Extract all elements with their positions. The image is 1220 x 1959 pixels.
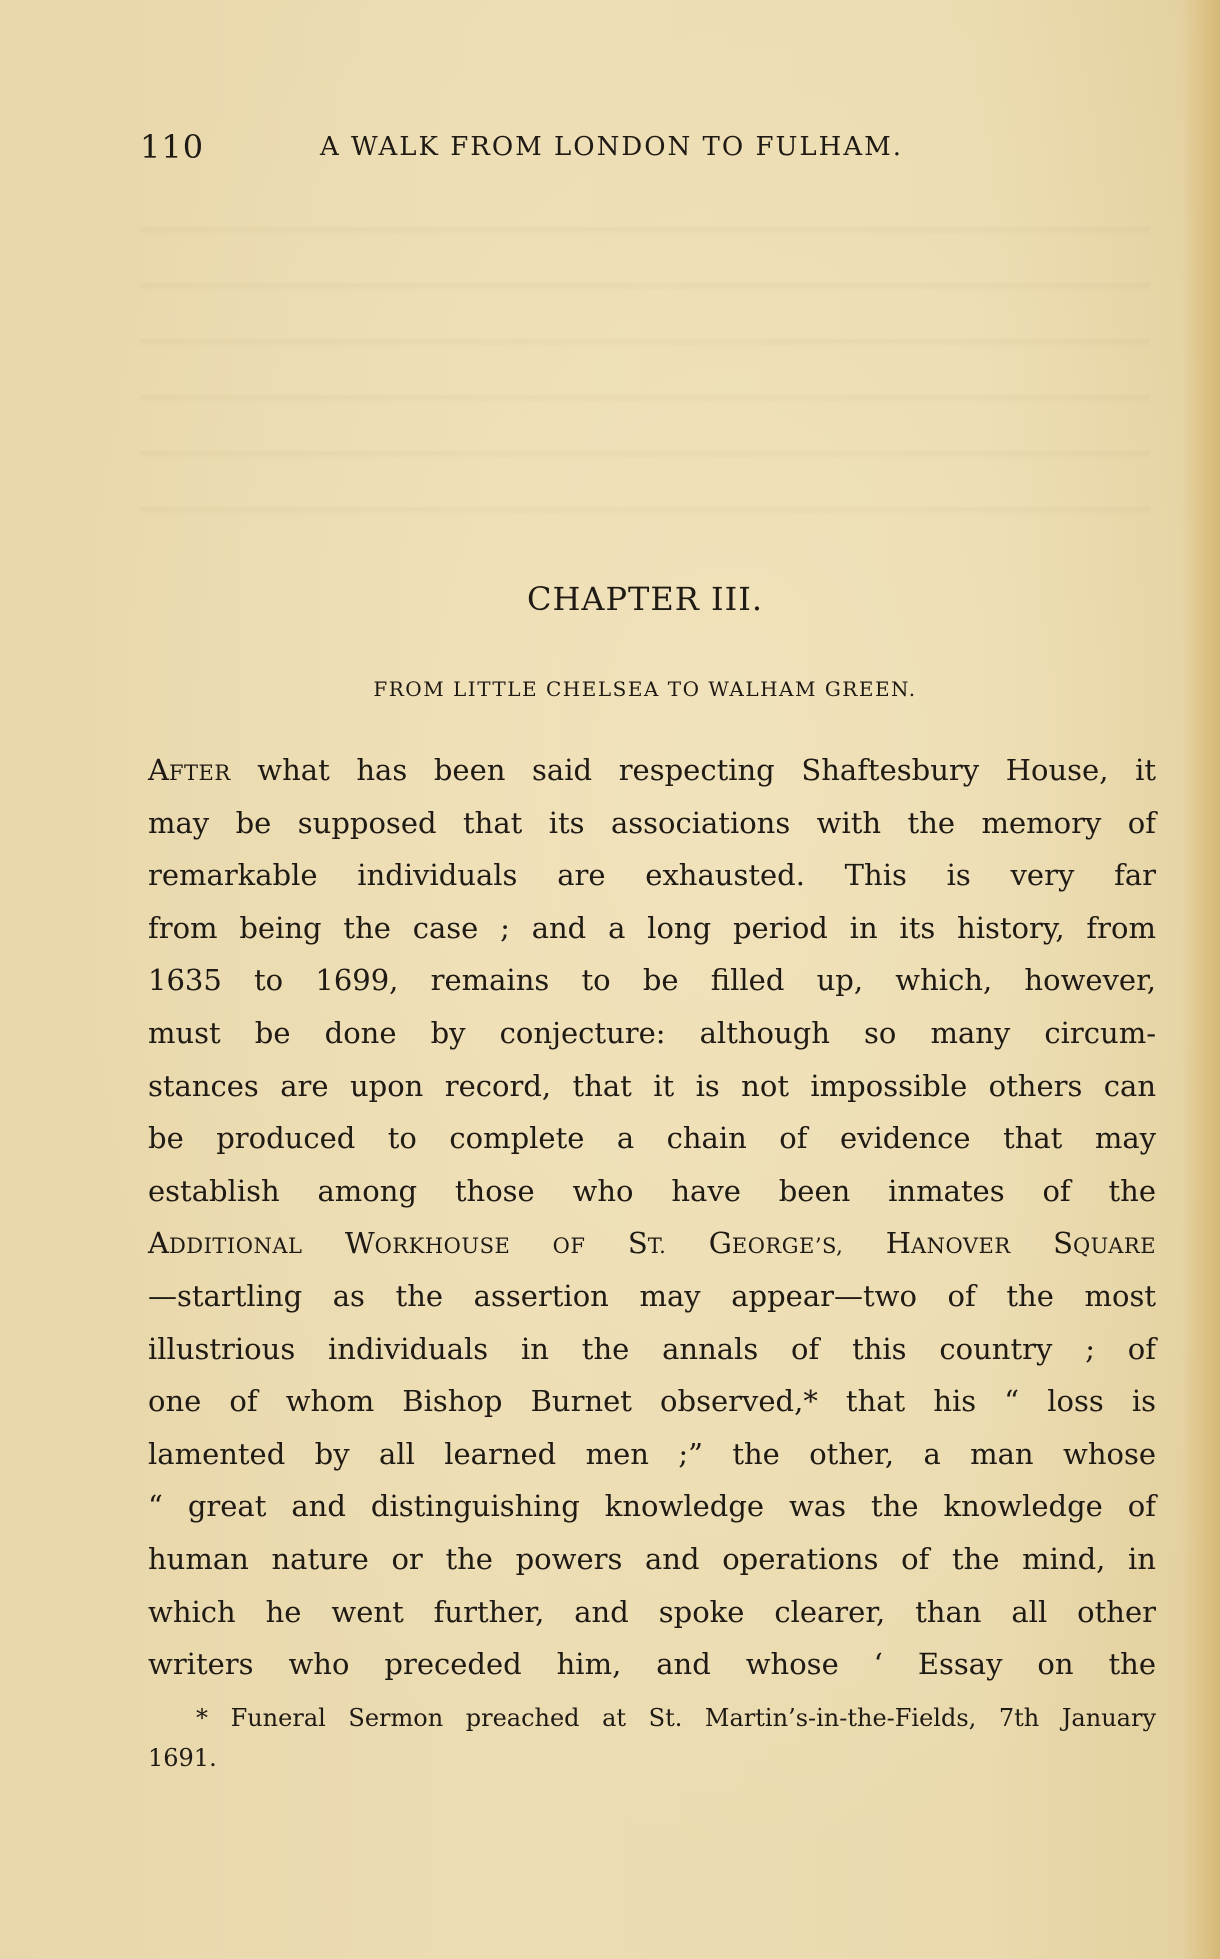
text-line: must be done by conjecture: although so many circum- bbox=[148, 1015, 1156, 1050]
footnote-line: 1691. bbox=[148, 1744, 217, 1772]
text-line: —startling as the assertion may appear—two of the most bbox=[148, 1278, 1156, 1313]
opening-smallcaps: FTER bbox=[168, 761, 231, 785]
text-line: remarkable individuals are exhausted. This is very far bbox=[148, 858, 1156, 893]
page-edge-shading bbox=[1182, 0, 1220, 1959]
smallcaps-word: ST. bbox=[627, 1226, 667, 1261]
text-line: which he went further, and spoke clearer, than all other bbox=[148, 1594, 1156, 1629]
smallcaps-word: GEORGE’S, bbox=[708, 1226, 844, 1261]
text-line: be produced to complete a chain of evidence that may bbox=[148, 1121, 1156, 1156]
text-line: illustrious individuals in the annals of this country ; of bbox=[148, 1331, 1156, 1366]
text-line: one of whom Bishop Burnet observed,* that his “ loss is bbox=[148, 1384, 1156, 1419]
text-line: writers who preceded him, and whose ‘ Essay on the bbox=[148, 1647, 1156, 1682]
page-header bbox=[140, 128, 1150, 168]
smallcaps-line bbox=[148, 1217, 1156, 1270]
smallcaps-word: OF bbox=[552, 1234, 586, 1259]
text-line: may be supposed that its associations with the memory of bbox=[148, 805, 1156, 840]
footnote-line: * Funeral Sermon preached at St. Martin’s-in-the-Fields, 7th January bbox=[196, 1704, 1156, 1732]
line-text: what has been said respecting Shaftesbury House, it bbox=[230, 753, 1156, 787]
smallcaps-word: HANOVER bbox=[885, 1226, 1011, 1261]
smallcaps-word: SQUARE bbox=[1053, 1226, 1157, 1261]
smallcaps-word: ADDITIONAL bbox=[148, 1226, 303, 1261]
text-line: stances are upon record, that it is not impossible others can bbox=[148, 1068, 1156, 1103]
text-line: human nature or the powers and operations of the mind, in bbox=[148, 1541, 1156, 1576]
opening-initial: A bbox=[148, 753, 169, 787]
footnote bbox=[148, 1698, 1156, 1778]
text-line: 1635 to 1699, remains to be filled up, which, however, bbox=[148, 963, 1156, 998]
chapter-subtitle: FROM LITTLE CHELSEA TO WALHAM GREEN. bbox=[373, 677, 917, 701]
text-line: “ great and distinguishing knowledge was the knowledge of bbox=[148, 1489, 1156, 1524]
running-title: A WALK FROM LONDON TO FULHAM. bbox=[320, 132, 904, 162]
body-text bbox=[148, 744, 1156, 1691]
text-line: from being the case ; and a long period in its history, from bbox=[148, 910, 1156, 945]
smallcaps-word: WORKHOUSE bbox=[344, 1226, 511, 1261]
show-through-texture bbox=[140, 180, 1150, 540]
text-line bbox=[148, 744, 1156, 797]
page-number: 110 bbox=[140, 128, 205, 166]
text-line: lamented by all learned men ;” the other, a man whose bbox=[148, 1436, 1156, 1471]
text-line: establish among those who have been inmates of the bbox=[148, 1173, 1156, 1208]
chapter-title: CHAPTER III. bbox=[526, 580, 764, 618]
